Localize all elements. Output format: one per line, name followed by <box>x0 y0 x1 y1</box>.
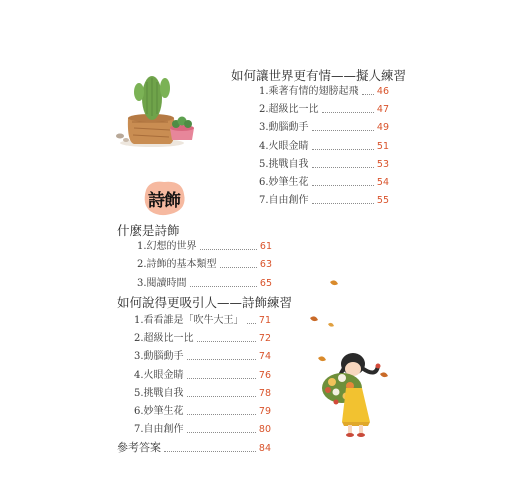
cactus-illustration <box>112 70 197 150</box>
toc-entry-title: 1.乘著有情的翅膀起飛 <box>259 86 359 97</box>
toc-entry-title: 7.自由創作 <box>134 424 184 436</box>
toc-entry-title: 4.火眼金睛 <box>134 369 184 381</box>
toc-entry[interactable] <box>134 388 271 400</box>
leader-dots <box>187 431 256 433</box>
leader-dots <box>312 166 374 168</box>
toc-entry[interactable] <box>259 122 389 134</box>
section2-title: 什麼是詩飾 <box>117 223 180 238</box>
leader-dots <box>312 202 374 204</box>
leader-dots <box>187 395 256 397</box>
toc-entry-title: 3.動腦動手 <box>259 122 309 134</box>
toc-entry-page-number: 54 <box>376 177 389 188</box>
toc-entry[interactable] <box>134 424 271 436</box>
toc-entry[interactable] <box>134 351 271 363</box>
leader-dots <box>200 248 257 250</box>
toc-entry-page-number: 55 <box>376 195 389 207</box>
toc-entry-page-number: 51 <box>376 140 389 152</box>
leader-dots <box>164 450 256 452</box>
toc-entry-page-number: 72 <box>258 333 271 345</box>
chapter-badge-text: 詩飾 <box>148 191 180 211</box>
toc-entry[interactable] <box>259 141 389 153</box>
toc-entry-page-number: 76 <box>258 369 271 381</box>
toc-entry-page-number: 74 <box>258 351 271 363</box>
section3-title: 如何說得更吸引人——詩飾練習 <box>117 295 293 310</box>
girl-with-flowers-illustration <box>296 278 396 438</box>
toc-entry-title: 4.火眼金睛 <box>259 140 309 152</box>
leader-dots <box>247 322 256 324</box>
toc-entry-title: 2.超級比一比 <box>134 333 194 345</box>
toc-entry-page-number: 61 <box>259 241 272 252</box>
toc-entry-page-number: 71 <box>258 315 271 326</box>
toc-entry[interactable] <box>259 104 389 116</box>
leader-dots <box>312 129 374 131</box>
toc-entry-title: 1.幻想的世界 <box>137 241 197 252</box>
toc-entry-title: 6.妙筆生花 <box>259 177 309 188</box>
toc-entry[interactable] <box>134 333 271 345</box>
toc-entry-page-number: 47 <box>376 104 389 116</box>
answers-label: 參考答案 <box>117 441 161 454</box>
toc-entry[interactable] <box>134 406 271 418</box>
leader-dots <box>187 358 256 360</box>
toc-entry[interactable] <box>259 177 389 189</box>
toc-entry-title: 2.詩飾的基本類型 <box>137 259 217 271</box>
toc-entry-title: 3.閱讀時間 <box>137 277 187 289</box>
leader-dots <box>187 377 256 379</box>
leader-dots <box>322 111 374 113</box>
toc-entry-title: 7.自由創作 <box>259 195 309 207</box>
toc-entry-title: 5.挑戰自我 <box>134 387 184 399</box>
toc-entry-title: 2.超級比一比 <box>259 104 319 116</box>
leader-dots <box>220 266 257 268</box>
section1-title: 如何讓世界更有情——擬人練習 <box>231 68 407 83</box>
toc-entry-title: 5.挑戰自我 <box>259 158 309 170</box>
leader-dots <box>190 285 257 287</box>
toc-entry-title: 6.妙筆生花 <box>134 406 184 417</box>
toc-entry[interactable] <box>134 370 271 382</box>
chapter-badge <box>140 178 188 218</box>
leader-dots <box>312 148 374 150</box>
toc-entry-page-number: 79 <box>258 406 271 417</box>
toc-entry-page-number: 49 <box>376 122 389 134</box>
toc-entry[interactable] <box>259 159 389 171</box>
leader-dots <box>197 340 256 342</box>
leader-dots <box>362 93 374 95</box>
leader-dots <box>312 184 374 186</box>
toc-entry-page-number: 53 <box>376 158 389 170</box>
toc-entry[interactable] <box>134 315 271 327</box>
answers-row[interactable] <box>117 442 271 455</box>
toc-entry-page-number: 46 <box>376 86 389 97</box>
answers-page-number: 84 <box>258 443 271 454</box>
toc-entry-page-number: 63 <box>259 259 272 271</box>
toc-entry-page-number: 65 <box>259 277 272 289</box>
toc-entry[interactable] <box>137 241 272 253</box>
leader-dots <box>187 413 256 415</box>
toc-entry[interactable] <box>259 195 389 207</box>
toc-entry[interactable] <box>259 86 389 98</box>
toc-entry[interactable] <box>137 259 272 271</box>
toc-entry-page-number: 80 <box>258 424 271 436</box>
toc-entry-title: 3.動腦動手 <box>134 351 184 363</box>
toc-entry-page-number: 78 <box>258 387 271 399</box>
toc-entry[interactable] <box>137 278 272 290</box>
toc-entry-title: 1.看看誰是「吹牛大王」 <box>134 315 244 326</box>
